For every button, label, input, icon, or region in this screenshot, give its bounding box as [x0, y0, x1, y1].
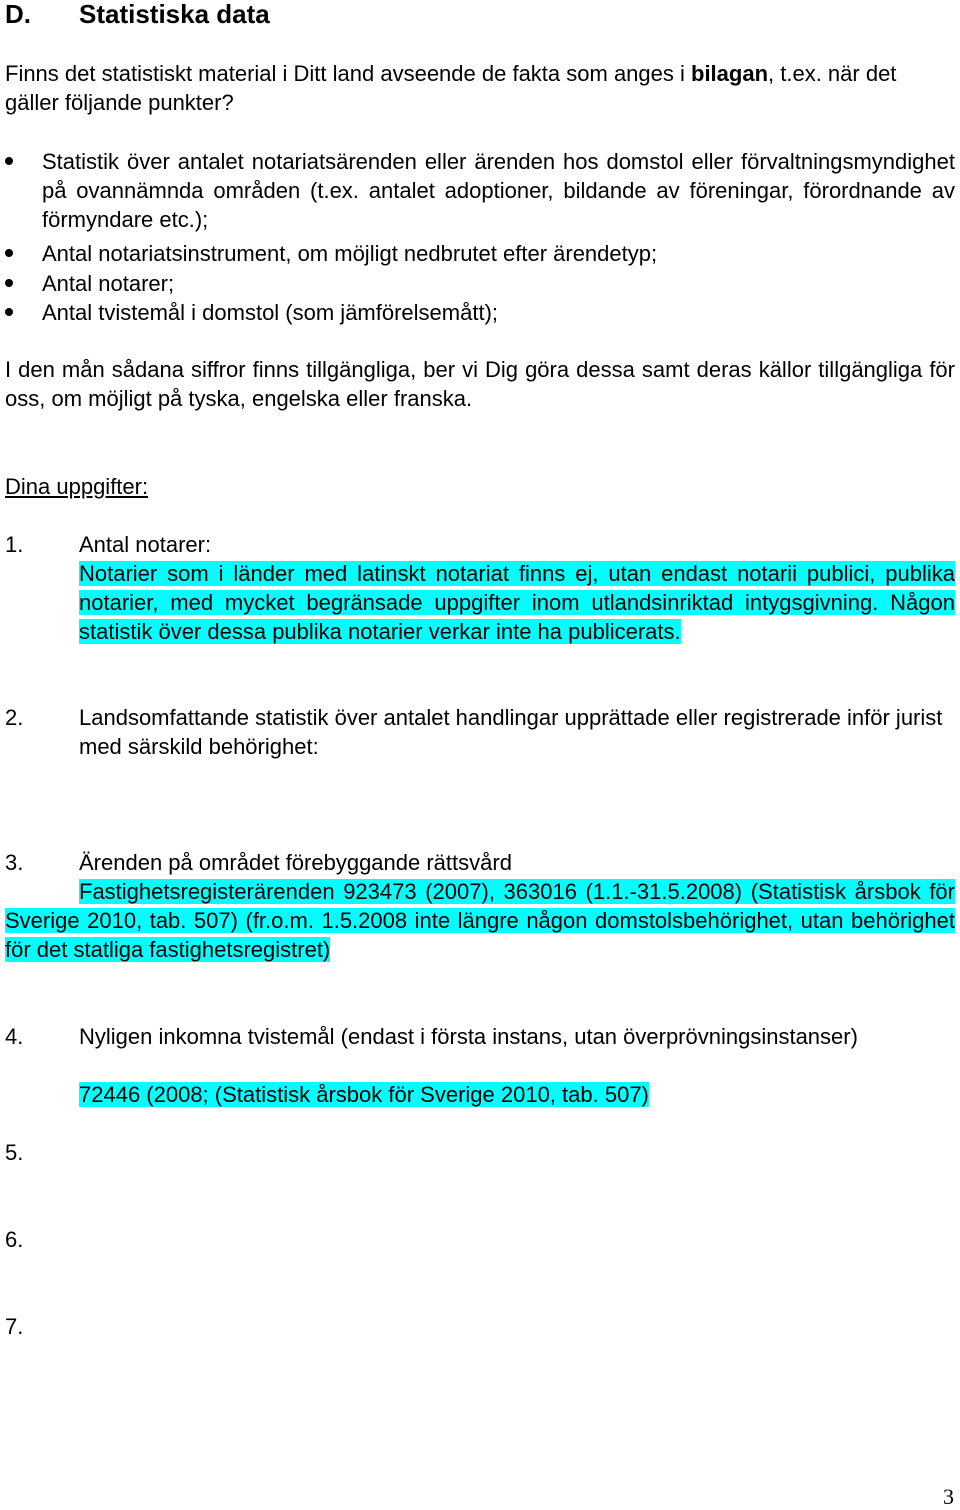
bullet-dot-icon — [5, 308, 13, 316]
item-question: Antal notarer: — [79, 532, 212, 557]
item-number: 5. — [5, 1140, 24, 1165]
section-title: Statistiska data — [79, 0, 270, 29]
item-answer — [5, 877, 955, 964]
request-paragraph: I den mån sådana siffror finns tillgängliga, ber vi Dig göra dessa samt deras källor tillgängliga för oss, om möjligt på tyska, engelska eller franska. — [5, 357, 955, 411]
bullet-dot-icon — [5, 157, 13, 165]
intro-text-before: Finns det statistiskt material i Ditt land avseende de fakta som anges i — [5, 61, 691, 86]
item-number: 4. — [5, 1024, 24, 1049]
bullet-dot-icon — [5, 279, 13, 287]
item-question: Landsomfattande statistik över antalet handlingar upprättade eller registrerade inför jurist med särskild behörighet: — [79, 705, 943, 759]
item-question: Ärenden på området förebyggande rättsvård — [79, 850, 512, 875]
intro-text-after: , t.ex. när det gäller följande punkter? — [5, 61, 897, 115]
item-number: 6. — [5, 1227, 24, 1252]
item-answer-highlight: Fastighetsregisterärenden 923473 (2007), 363016 (1.1.-31.5.2008) (Statistisk årsbok för Sverige 2010, tab. 507) (fr.o.m. 1.5.2008 inte längre någon domstolsbehörighet, utan behörighet för det statliga fastighetsregistret) — [5, 879, 955, 962]
intro-bold-term: bilagan — [691, 61, 769, 86]
item-answer — [79, 559, 955, 646]
item-answer-highlight: Notarier som i länder med latinskt notariat finns ej, utan endast notarii publici, publika notarier, med mycket begränsade uppgifter inom utlandsinriktad intygsgivning. Någon statistik över dessa publika notarier verkar inte ha publicerats. — [79, 561, 955, 644]
item-number: 7. — [5, 1314, 24, 1339]
item-number: 1. — [5, 532, 24, 557]
item-answer — [79, 1080, 955, 1109]
bullet-text: Antal notariatsinstrument, om möjligt nedbrutet efter ärendetyp; — [42, 241, 658, 266]
answers-heading: Dina uppgifter: — [5, 474, 149, 499]
intro-paragraph — [5, 59, 955, 117]
item-number: 2. — [5, 705, 24, 730]
section-number: D. — [5, 0, 31, 29]
bullet-text: Statistik över antalet notariatsärenden eller ärenden hos domstol eller förvaltningsmyndighet på ovannämnda områden (t.ex. antalet adoptioner, bildande av föreningar, förordnande av förmyndare etc.); — [42, 149, 955, 232]
page-number: 3 — [943, 1484, 954, 1509]
bullet-text: Antal tvistemål i domstol (som jämförelsemått); — [42, 300, 499, 325]
item-number: 3. — [5, 850, 24, 875]
section-heading — [5, 0, 270, 30]
bullet-dot-icon — [5, 249, 13, 257]
item-question: Nyligen inkomna tvistemål (endast i första instans, utan överprövningsinstanser) — [79, 1024, 858, 1049]
bullet-text: Antal notarer; — [42, 271, 175, 296]
item-answer-highlight: 72446 (2008; (Statistisk årsbok för Sverige 2010, tab. 507) — [79, 1082, 649, 1107]
